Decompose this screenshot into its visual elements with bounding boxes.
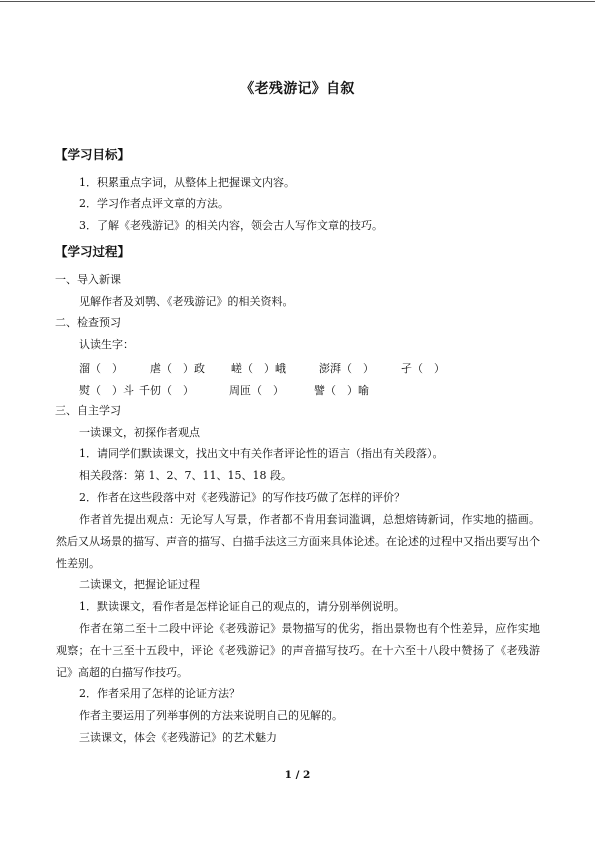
part3-heading: 三、自主学习 <box>55 404 121 417</box>
read3-heading: 三读课文，体会《老残游记》的艺术魅力 <box>79 731 277 744</box>
page-title: 《老残游记》自叙 <box>240 81 355 97</box>
read1-question-1: 1．请同学们默读课文，找出文中有关作者评论性的语言（指出有关段落）。 <box>79 447 444 460</box>
read2-answer-2: 作者主要运用了列举事例的方法来说明自己的见解的。 <box>79 709 343 722</box>
read2-question-1: 1．默读课文，看作者是怎样论证自己的观点的，请分别举例说明。 <box>79 600 405 613</box>
section-heading-goals: 【学习目标】 <box>55 147 131 162</box>
char-item: 嵯（ ）峨 <box>231 362 286 375</box>
part1-heading: 一、导入新课 <box>55 273 121 286</box>
part1-text: 见解作者及刘鹗、《老残游记》的相关资料。 <box>79 295 294 308</box>
read1-question-2: 2．作者在这些段落中对《老残游记》的写作技巧做了怎样的评价？ <box>79 491 405 504</box>
top-rule <box>0 1 595 2</box>
section-heading-process: 【学习过程】 <box>55 244 131 259</box>
read1-answer-1: 相关段落：第 1、2、7、11、15、18 段。 <box>79 469 292 482</box>
read1-heading: 一读课文，初探作者观点 <box>79 426 200 439</box>
part2-subheading: 认读生字： <box>79 338 134 351</box>
char-item: 溜（ ） <box>79 362 123 375</box>
read2-heading: 二读课文，把握论证过程 <box>79 578 200 591</box>
char-item: 千仞（ ） <box>139 384 194 397</box>
goal-item: 3．了解《老残游记》的相关内容，领会古人写作文章的技巧。 <box>79 219 383 232</box>
char-row-1 <box>79 360 539 374</box>
goal-item: 1．积累重点字词，从整体上把握课文内容。 <box>79 176 295 189</box>
read2-question-2: 2．作者采用了怎样的论证方法？ <box>79 687 240 700</box>
char-item: 虐（ ）政 <box>150 362 205 375</box>
char-row-2 <box>79 382 539 396</box>
char-item: 熨（ ）斗 <box>79 384 134 397</box>
char-item: 孑（ ） <box>401 362 445 375</box>
part2-heading: 二、检查预习 <box>55 316 121 329</box>
goal-item: 2．学习作者点评文章的方法。 <box>79 197 229 210</box>
page-number: 1 / 2 <box>284 769 311 781</box>
char-item: 譬（ ）喻 <box>314 384 369 397</box>
read2-answer-1: 作者在第二至十二段中评论《老残游记》景物描写的优劣，指出景物也有个性差异，应作实地观察；在十三至十五段中，评论《老残游记》的声音描写技巧。在十六至十八段中赞扬了《老残游记》高超的白描写作技巧。 <box>56 622 540 679</box>
char-item: 周匝（ ） <box>229 384 284 397</box>
read1-answer-2: 作者首先提出观点：无论写人写景，作者都不肯用套词滥调，总想熔铸新词，作实地的描画。然后又从场景的描写、声音的描写、白描手法这三方面来具体论述。在论述的过程中又指出要写出个性差别。 <box>56 513 540 570</box>
char-item: 澎湃（ ） <box>319 362 374 375</box>
